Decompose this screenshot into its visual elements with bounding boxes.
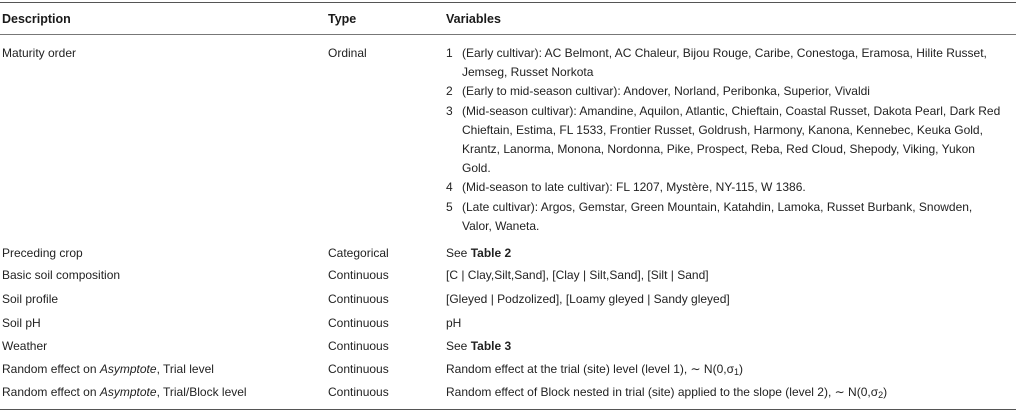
row-variables — [446, 244, 511, 263]
row-variables: pH — [446, 316, 462, 330]
row-description — [2, 360, 214, 379]
header-description: Description — [2, 12, 71, 26]
header-rule — [0, 34, 1016, 35]
row-description — [2, 383, 247, 402]
row-description: Soil pH — [2, 316, 41, 330]
row-variables: [C | Clay,Silt,Sand], [Clay | Silt,Sand], [Silt | Sand] — [446, 268, 709, 282]
table-reference-link[interactable]: Table 2 — [470, 246, 512, 260]
item-number: 3 — [446, 103, 453, 118]
table-reference-link[interactable]: Table 3 — [470, 339, 512, 353]
row-type: Continuous — [328, 268, 389, 282]
desc-prefix: Random effect on — [2, 362, 97, 376]
row-description: Preceding crop — [2, 246, 83, 260]
maturity-list — [446, 44, 1006, 236]
var-close: ) — [739, 362, 744, 376]
desc-suffix: , Trial level — [156, 362, 214, 376]
subscript: 2 — [878, 390, 884, 400]
row-variables: [Gleyed | Podzolized], [Loamy gleyed | Sandy gleyed] — [446, 292, 730, 306]
row-type: Continuous — [328, 385, 389, 399]
header-type: Type — [328, 12, 357, 26]
row-description: Weather — [2, 339, 48, 353]
list-item — [446, 102, 1006, 179]
table-bottom-rule — [0, 409, 1016, 410]
row-type: Ordinal — [328, 46, 367, 60]
row-description: Basic soil composition — [2, 268, 121, 282]
item-number: 4 — [446, 180, 453, 195]
desc-italic: Asymptote — [99, 362, 157, 376]
row-type: Continuous — [328, 362, 389, 376]
row-type: Continuous — [328, 316, 389, 330]
desc-prefix: Random effect on — [2, 385, 97, 399]
list-item — [446, 82, 1006, 101]
row-variables — [446, 383, 887, 402]
list-item — [446, 178, 1006, 197]
var-close: ) — [883, 385, 888, 399]
item-text: (Mid-season cultivar): Amandine, Aquilon, Atlantic, Chieftain, Coastal Russet, Dakota Pearl, Dark Red Chieftain, Estima, FL 1533, Frontier Russet, Goldrush, Harmony, Kanona, Kennebec, Keuka Gold, Krantz, Lanorma, Monona, Nordonna, Pike, Prospect, Reba, Red Cloud, Shepody, Viking, Yukon Gold. — [462, 103, 1001, 176]
var-text: Random effect of Block nested in trial (site) applied to the slope (level 2), ∼ N(0,σ — [446, 385, 879, 399]
item-number: 2 — [446, 84, 453, 99]
item-number: 1 — [446, 46, 453, 60]
desc-italic: Asymptote — [99, 385, 157, 399]
desc-suffix: , Trial/Block level — [156, 385, 247, 399]
row-type: Categorical — [328, 246, 389, 260]
see-text: See — [446, 246, 468, 260]
list-item — [446, 44, 1006, 82]
row-description: Soil profile — [2, 292, 59, 306]
item-text: (Early to mid-season cultivar): Andover, Norland, Peribonka, Superior, Vivaldi — [462, 84, 870, 99]
item-number: 5 — [446, 199, 453, 214]
row-type: Continuous — [328, 339, 389, 353]
header-variables: Variables — [446, 12, 501, 26]
see-text: See — [446, 339, 468, 353]
list-item — [446, 198, 1006, 236]
row-description: Maturity order — [2, 46, 77, 60]
item-text: (Mid-season to late cultivar): FL 1207, Mystère, NY-115, W 1386. — [462, 180, 806, 195]
row-variables — [446, 360, 743, 379]
var-text: Random effect at the trial (site) level (level 1), ∼ N(0,σ — [446, 362, 735, 376]
subscript: 1 — [734, 367, 740, 377]
row-variables — [446, 337, 511, 356]
row-type: Continuous — [328, 292, 389, 306]
item-text: (Early cultivar): AC Belmont, AC Chaleur, Bijou Rouge, Caribe, Conestoga, Eramosa, Hilite Russet, Jemseg, Russet Norkota — [462, 46, 987, 80]
item-text: (Late cultivar): Argos, Gemstar, Green Mountain, Katahdin, Lamoka, Russet Burbank, Snowden, Valor, Waneta. — [462, 199, 973, 233]
table-top-rule — [0, 2, 1016, 3]
